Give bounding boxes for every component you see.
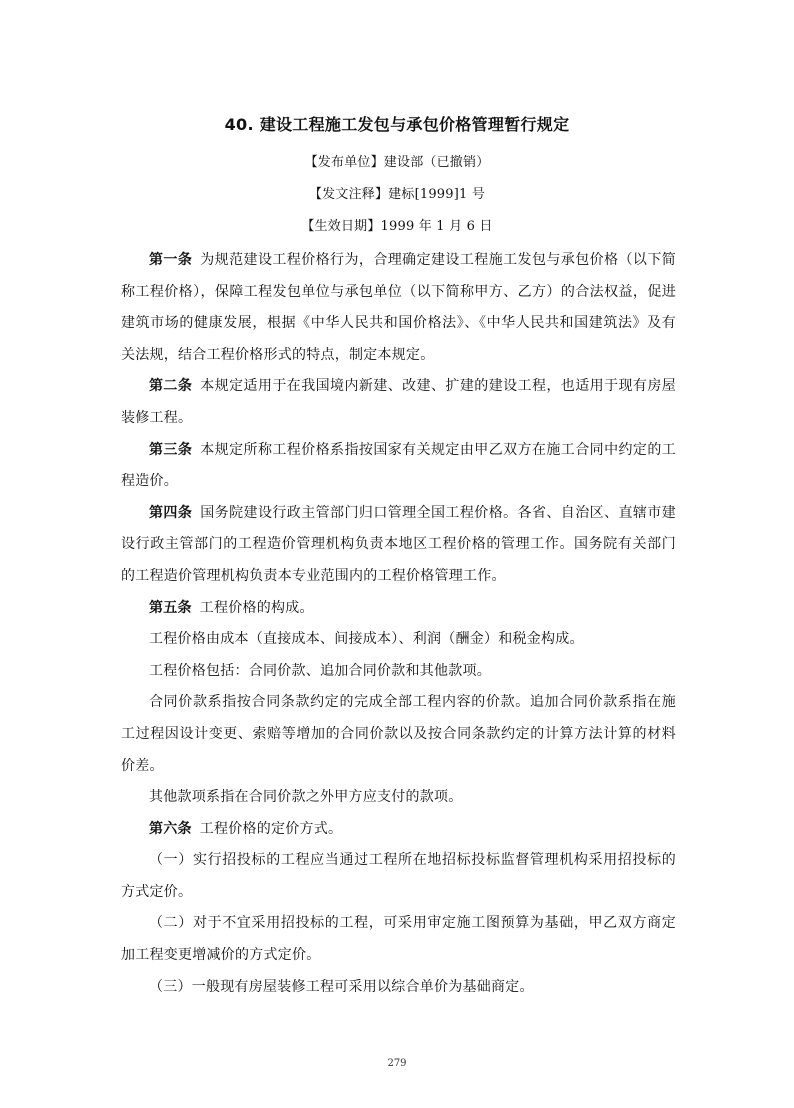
article-heading: 第四条	[149, 504, 193, 521]
doc-number-line: 【发文注释】建标[1999]1 号	[308, 187, 486, 202]
paragraph-text: 工程价格包括：合同价款、追加合同价款和其他款项。	[149, 662, 491, 679]
regulation-body	[121, 245, 676, 1003]
article-heading: 第五条	[149, 599, 192, 616]
article-text: 为规范建设工程价格行为，合理确定建设工程施工发包与承包价格（以下简称工程价格），保障工程发包单位与承包单位（以下简称甲方、乙方）的合法权益，促进建筑市场的健康发展，根据《中华人民共和国价格法》、《中华人民共和国建筑法》及有关法规，结合工程价格形式的特点，制定本规定。	[121, 252, 676, 363]
article-4	[121, 498, 676, 593]
paragraph-text: 合同价款系指按合同条款约定的完成全部工程内容的价款。追加合同价款系指在施工过程因设计变更、索赔等增加的合同价款以及按合同条款约定的计算方法计算的材料价差。	[121, 694, 676, 774]
article-3	[121, 435, 676, 498]
paragraph-text: （一）实行招投标的工程应当通过工程所在地招标投标监督管理机构采用招投标的方式定价。	[121, 852, 676, 900]
article-heading: 第六条	[149, 820, 192, 837]
paragraph	[121, 972, 676, 1004]
paragraph-text: （三）一般现有房屋装修工程可采用以综合单价为基础商定。	[149, 978, 534, 995]
paragraph-text: 工程价格由成本（直接成本、间接成本）、利润（酬金）和税金构成。	[149, 631, 584, 648]
paragraph	[121, 908, 676, 971]
article-text: 国务院建设行政主管部门归口管理全国工程价格。各省、自治区、直辖市建设行政主管部门的工程造价管理机构负责本地区工程价格的管理工作。国务院有关部门的工程造价管理机构负责本专业范围内的工程价格管理工作。	[121, 504, 676, 584]
article-5	[121, 593, 676, 625]
article-heading: 第二条	[149, 378, 193, 395]
issuer-line: 【发布单位】建设部（已撤销）	[304, 155, 490, 170]
article-1	[121, 245, 676, 371]
page-number: 279	[387, 1058, 407, 1069]
paragraph	[121, 656, 676, 688]
article-6	[121, 814, 676, 846]
page-title: 40. 建设工程施工发包与承包价格管理暂行规定	[224, 115, 570, 134]
article-2	[121, 371, 676, 434]
paragraph-text: 其他款项系指在合同价款之外甲方应支付的款项。	[149, 789, 463, 806]
article-text: 本规定适用于在我国境内新建、改建、扩建的建设工程，也适用于现有房屋装修工程。	[121, 378, 676, 426]
effective-date-line: 【生效日期】1999 年 1 月 6 日	[301, 219, 493, 234]
article-text: 工程价格的定价方式。	[199, 820, 343, 837]
paragraph-text: （二）对于不宜采用招投标的工程，可采用审定施工图预算为基础，甲乙双方商定加工程变更增减价的方式定价。	[121, 915, 676, 964]
paragraph	[121, 782, 676, 814]
article-text: 工程价格的构成。	[199, 599, 314, 616]
article-heading: 第一条	[149, 252, 193, 268]
paragraph	[121, 687, 676, 782]
paragraph	[121, 624, 676, 656]
paragraph	[121, 845, 676, 908]
article-text: 本规定所称工程价格系指按国家有关规定由甲乙双方在施工合同中约定的工程造价。	[121, 441, 676, 490]
article-heading: 第三条	[149, 441, 193, 458]
